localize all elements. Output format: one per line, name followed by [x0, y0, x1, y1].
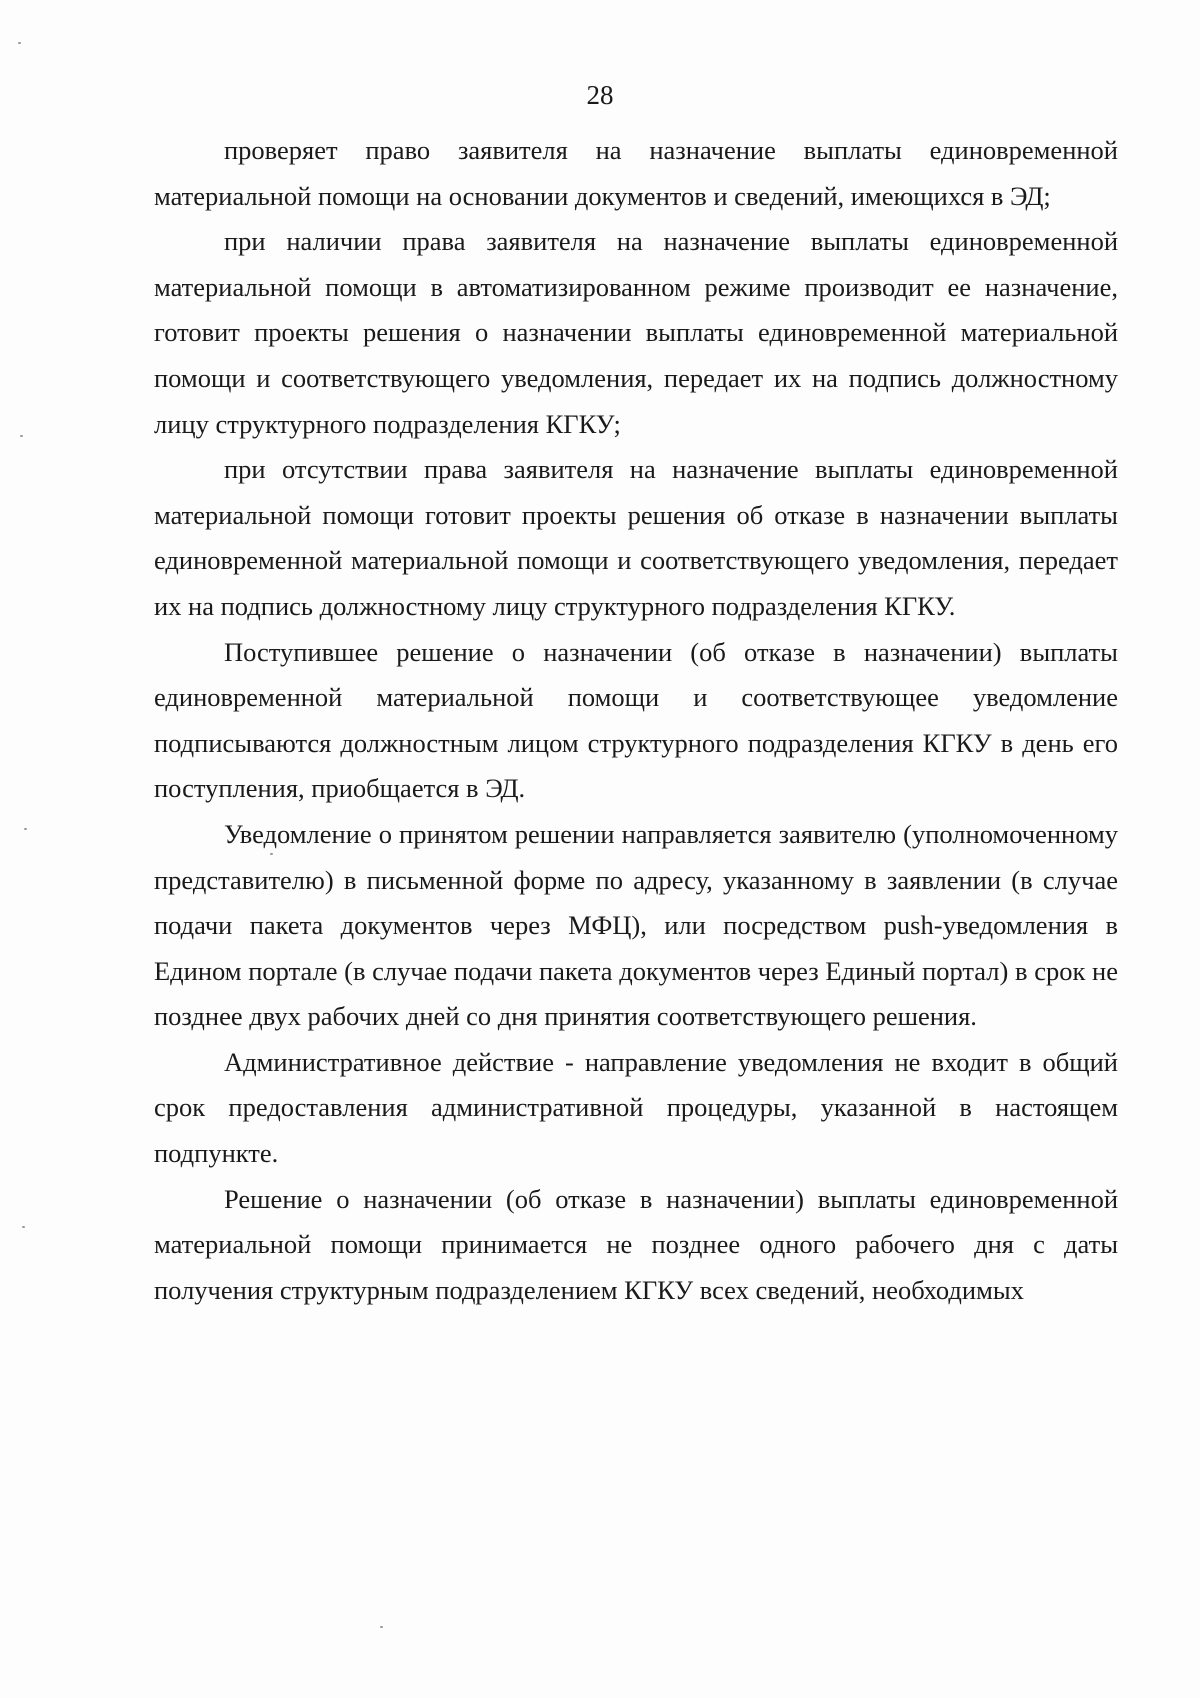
page-number: 28: [586, 80, 614, 110]
document-body: [154, 128, 1118, 1313]
paragraph-1: проверяет право заявителя на назначение выплаты единовременной материальной помощи на основании документов и сведений, имеющихся в ЭД;: [154, 135, 1118, 211]
scan-speck: [24, 828, 27, 830]
paragraph-2: при наличии права заявителя на назначение выплаты единовременной материальной помощи в автоматизированном режиме производит ее назначение, готовит проекты решения о назначении выплаты единовременной материальной помощи и соответствующего уведомления, передает их на подпись должностному лицу структурного подразделения КГКУ;: [154, 226, 1118, 439]
paragraph-3: при отсутствии права заявителя на назначение выплаты единовременной материальной помощи готовит проекты решения об отказе в назначении выплаты единовременной материальной помощи и соответствующего уведомления, передает их на подпись должностному лицу структурного подразделения КГКУ.: [154, 454, 1118, 621]
paragraph-7: Решение о назначении (об отказе в назначении) выплаты единовременной материальной помощи принимается не позднее одного рабочего дня с даты получения структурным подразделением КГКУ всех сведений, необходимых: [154, 1183, 1118, 1305]
scan-speck: [380, 1626, 383, 1628]
scan-speck: [22, 1226, 25, 1228]
scan-speck: [18, 42, 21, 44]
paragraph-5: Уведомление о принятом решении направляется заявителю (уполномоченному представителю) в письменной форме по адресу, указанному в заявлении (в случае подачи пакета документов через МФЦ), или посредством push-уведомления в Едином портале (в случае подачи пакета документов через Единый портал) в срок не позднее двух рабочих дней со дня принятия соответствующего решения.: [154, 818, 1118, 1032]
paragraph-4: Поступившее решение о назначении (об отказе в назначении) выплаты единовременной материальной помощи и соответствующее уведомление подписываются должностным лицом структурного подразделения КГКУ в день его поступления, приобщается в ЭД.: [154, 636, 1118, 804]
scan-speck: [20, 435, 23, 437]
paragraph-6: Административное действие - направление уведомления не входит в общий срок предоставления административной процедуры, указанной в настоящем подпункте.: [154, 1046, 1118, 1169]
